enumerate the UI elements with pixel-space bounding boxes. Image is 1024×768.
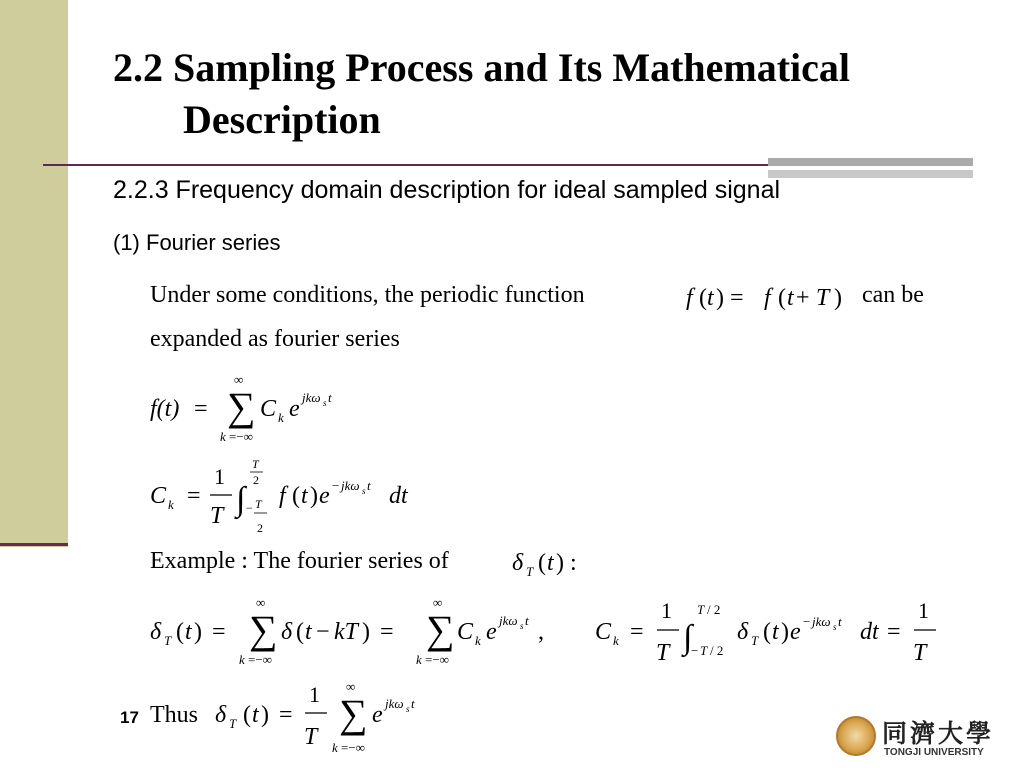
svg-text:f: f [764, 285, 771, 311]
svg-text:): ) [834, 285, 842, 311]
svg-text:t: t [787, 285, 794, 311]
svg-text:f(t): f(t) [150, 396, 180, 422]
svg-text:/ 2: / 2 [710, 643, 724, 658]
svg-text:T: T [751, 633, 759, 648]
svg-text:jkω: jkω [341, 478, 360, 493]
svg-text:∑: ∑ [426, 607, 455, 652]
svg-text:dt: dt [860, 619, 879, 645]
svg-text:t: t [707, 285, 714, 311]
svg-text:,: , [538, 619, 544, 645]
svg-text:1: 1 [661, 598, 672, 623]
svg-text:T: T [526, 564, 534, 579]
thus-label: Thus [150, 702, 198, 728]
svg-text:T: T [656, 640, 670, 666]
example-label: Example : The fourier series of [150, 548, 449, 574]
svg-text:T: T [700, 643, 708, 658]
svg-text:T: T [913, 640, 927, 666]
svg-text:(: ( [296, 619, 304, 645]
svg-text:−: − [691, 643, 699, 658]
svg-text:t: t [525, 613, 529, 628]
svg-text:δ: δ [737, 619, 749, 645]
svg-text:∞: ∞ [256, 595, 266, 610]
svg-text:(: ( [292, 483, 300, 509]
svg-text:T: T [697, 602, 705, 617]
university-name-en: TONGJI UNIVERSITY [884, 747, 984, 758]
svg-text:δ: δ [281, 619, 293, 645]
svg-text:C: C [595, 619, 612, 645]
svg-text:jkω: jkω [385, 696, 404, 711]
svg-text:(: ( [778, 285, 786, 311]
svg-text:∑: ∑ [339, 691, 368, 736]
svg-text:2: 2 [253, 473, 259, 487]
svg-text:s: s [406, 704, 410, 714]
svg-text:C: C [150, 483, 167, 509]
intro-text-line1: Under some conditions, the periodic function [150, 282, 585, 308]
svg-text:e: e [486, 619, 497, 645]
svg-text:k: k [278, 410, 284, 425]
svg-text:1: 1 [309, 682, 320, 707]
svg-text:=: = [212, 619, 226, 645]
svg-text:=−∞: =−∞ [425, 652, 449, 667]
svg-text:t: t [367, 478, 371, 493]
svg-text:1: 1 [214, 464, 225, 489]
svg-text:f: f [686, 285, 693, 311]
svg-text:−: − [803, 614, 811, 629]
svg-text:t: t [185, 619, 192, 645]
svg-text:T: T [164, 633, 172, 648]
section-subtitle: 2.2.3 Frequency domain description for ideal sampled signal [113, 176, 781, 204]
svg-text:∫: ∫ [683, 619, 693, 656]
svg-text:k: k [475, 633, 481, 648]
section-heading: (1) Fourier series [113, 230, 281, 255]
svg-text:=: = [187, 483, 201, 509]
svg-text:jkω: jkω [302, 390, 321, 405]
slide-title-line2: Description [183, 97, 381, 142]
svg-text:k: k [168, 497, 174, 512]
svg-text:k: k [220, 429, 226, 444]
svg-text:kT: kT [334, 619, 358, 645]
svg-text:∫: ∫ [236, 481, 246, 518]
delta-coefficient-formula [595, 598, 936, 666]
svg-text:T: T [255, 497, 262, 511]
svg-text:(: ( [763, 619, 771, 645]
svg-text:f: f [279, 483, 286, 509]
svg-text:k: k [416, 652, 422, 667]
svg-text:T: T [252, 457, 259, 471]
svg-text:t: t [328, 390, 332, 405]
svg-text:T: T [304, 724, 318, 750]
slide-title-line1: 2.2 Sampling Process and Its Mathematical [113, 45, 851, 90]
svg-text:) :: ) : [556, 550, 577, 576]
svg-text:∑: ∑ [249, 607, 278, 652]
svg-text:k: k [239, 652, 245, 667]
example-delta-formula [512, 550, 577, 579]
svg-text:e: e [289, 396, 300, 422]
svg-text:2: 2 [257, 521, 263, 535]
svg-text:=: = [630, 619, 644, 645]
svg-text:(: ( [538, 550, 546, 576]
svg-text:): ) [781, 619, 789, 645]
svg-text:T: T [210, 503, 224, 529]
svg-text:∞: ∞ [234, 372, 244, 387]
svg-text:−: − [332, 478, 340, 493]
svg-text:s: s [833, 622, 837, 632]
university-logo [836, 714, 1014, 760]
coefficient-formula [150, 457, 409, 535]
svg-text:dt: dt [389, 483, 408, 509]
svg-text:=−∞: =−∞ [229, 429, 253, 444]
svg-text:C: C [457, 619, 474, 645]
svg-text:): ) [261, 702, 269, 728]
svg-text:(: ( [699, 285, 707, 311]
svg-text:/ 2: / 2 [707, 602, 721, 617]
svg-text:=: = [194, 396, 208, 422]
svg-text:e: e [372, 702, 383, 728]
svg-text:s: s [362, 486, 366, 496]
svg-text:): ) [310, 483, 318, 509]
svg-text:jkω: jkω [812, 614, 831, 629]
svg-text:=−∞: =−∞ [248, 652, 272, 667]
svg-text:t: t [772, 619, 779, 645]
svg-text:δ: δ [150, 619, 162, 645]
svg-text:(: ( [243, 702, 251, 728]
svg-text:T: T [816, 285, 830, 311]
svg-text:=: = [279, 702, 293, 728]
thus-formula [215, 679, 415, 755]
svg-text:jkω: jkω [499, 613, 518, 628]
svg-text:t: t [838, 614, 842, 629]
svg-text:(: ( [176, 619, 184, 645]
svg-text:t: t [301, 483, 308, 509]
svg-text:k: k [613, 633, 619, 648]
svg-text:e: e [319, 483, 330, 509]
svg-text:): ) [362, 619, 370, 645]
svg-text:): ) [194, 619, 202, 645]
svg-text:) =: ) = [716, 285, 744, 311]
svg-text:e: e [790, 619, 801, 645]
svg-text:=: = [380, 619, 394, 645]
svg-text:t: t [411, 696, 415, 711]
intro-text-can-be: can be [862, 282, 924, 308]
svg-text:1: 1 [918, 598, 929, 623]
page-number: 17 [120, 708, 139, 727]
svg-text:=: = [887, 619, 901, 645]
intro-text-line2: expanded as fourier series [150, 326, 400, 352]
svg-text:∑: ∑ [227, 384, 256, 429]
svg-text:=−∞: =−∞ [341, 740, 365, 755]
svg-text:T: T [229, 716, 237, 731]
svg-text:s: s [323, 398, 327, 408]
svg-text:δ: δ [215, 702, 227, 728]
svg-text:C: C [260, 396, 277, 422]
svg-text:−: − [246, 501, 253, 515]
svg-text:∞: ∞ [346, 679, 356, 694]
fourier-series-formula [150, 372, 332, 444]
university-seal-icon [836, 716, 876, 756]
periodic-condition-formula [686, 285, 842, 311]
delta-expansion-formula [150, 595, 544, 667]
svg-text:t: t [305, 619, 312, 645]
svg-text:t: t [547, 550, 554, 576]
svg-text:k: k [332, 740, 338, 755]
university-name-cn: 同濟大學 [882, 719, 995, 748]
svg-text:δ: δ [512, 550, 524, 576]
svg-text:t: t [252, 702, 259, 728]
svg-text:∞: ∞ [433, 595, 443, 610]
svg-text:s: s [520, 621, 524, 631]
svg-text:+: + [796, 285, 810, 311]
svg-text:−: − [316, 619, 330, 645]
